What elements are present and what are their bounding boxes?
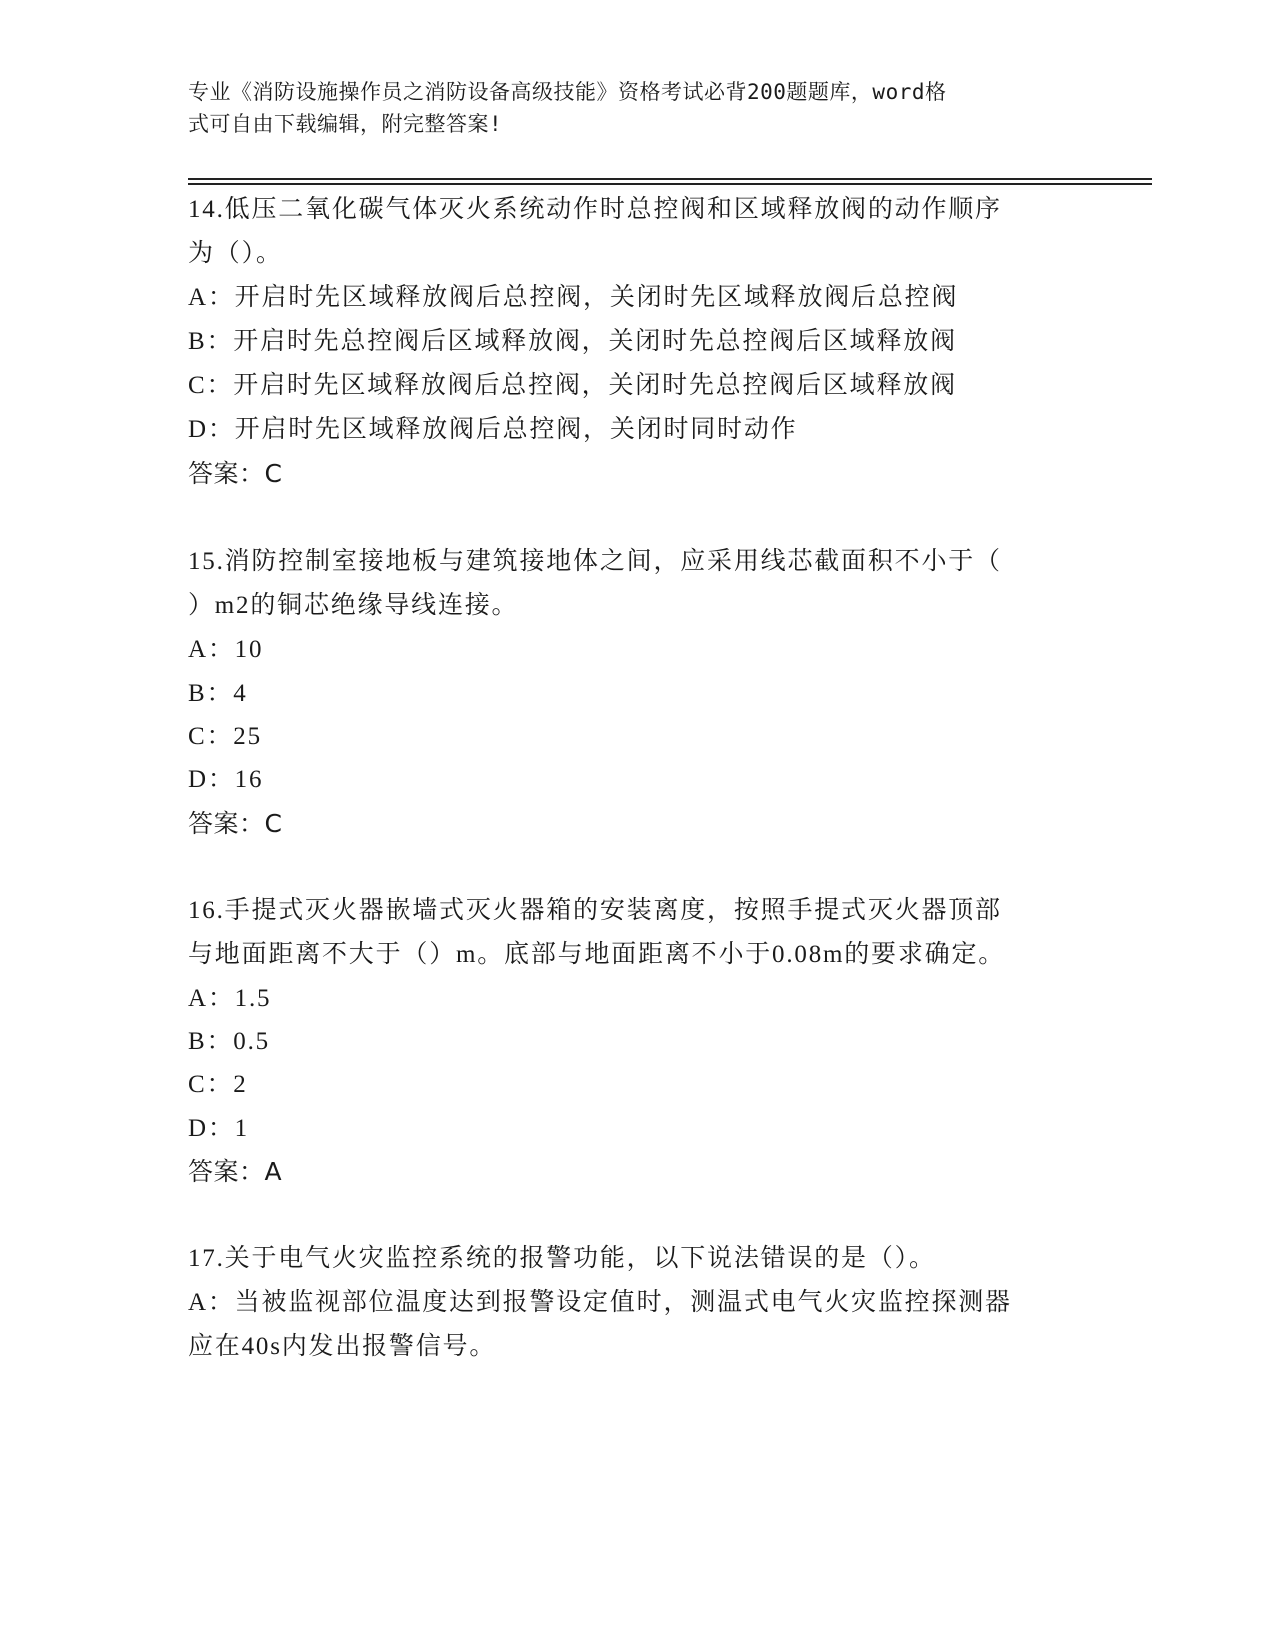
question-14-stem-line-2: 为（）。: [188, 240, 283, 267]
question-15-option-b: B：4: [188, 680, 248, 707]
header-line-2: 式可自由下载编辑，附完整答案!: [188, 112, 503, 136]
question-15-option-a: A：10: [188, 636, 264, 663]
header-divider-bottom: [188, 183, 1152, 185]
question-14-option-b: B：开启时先总控阀后区域释放阀，关闭时先总控阀后区域释放阀: [188, 328, 957, 355]
question-14-answer: 答案：C: [188, 459, 283, 488]
question-15-option-d: D：16: [188, 766, 264, 793]
header-line-1: 专业《消防设施操作员之消防设备高级技能》资格考试必背200题题库，word格: [188, 80, 947, 104]
question-17-option-a-line-1: A：当被监视部位温度达到报警设定值时，测温式电气火灾监控探测器: [188, 1289, 1012, 1316]
question-15-stem-line-1: 15.消防控制室接地板与建筑接地体之间，应采用线芯截面积不小于（: [188, 548, 1002, 575]
question-16-option-b: B：0.5: [188, 1028, 270, 1055]
question-15-option-c: C：25: [188, 723, 262, 750]
question-16-option-c: C：2: [188, 1071, 248, 1098]
question-15-answer: 答案：C: [188, 809, 283, 838]
question-16-answer: 答案：A: [188, 1157, 283, 1186]
question-16-option-d: D：1: [188, 1115, 249, 1142]
question-14-option-d: D：开启时先区域释放阀后总控阀，关闭时同时动作: [188, 416, 798, 443]
question-17-option-a-line-2: 应在40s内发出报警信号。: [188, 1333, 497, 1360]
document-header: [188, 76, 1088, 140]
question-16-option-a: A：1.5: [188, 985, 272, 1012]
question-15-stem-line-2: ）m2的铜芯绝缘导线连接。: [188, 592, 519, 619]
question-14-stem-line-1: 14.低压二氧化碳气体灭火系统动作时总控阀和区域释放阀的动作顺序: [188, 196, 1002, 223]
header-divider-top: [188, 178, 1152, 180]
question-17-stem-line-1: 17.关于电气火灾监控系统的报警功能，以下说法错误的是（）。: [188, 1245, 936, 1272]
question-16-stem-line-1: 16.手提式灭火器嵌墙式灭火器箱的安装离度，按照手提式灭火器顶部: [188, 897, 1002, 924]
question-16-stem-line-2: 与地面距离不大于（）m。底部与地面距离不小于0.08m的要求确定。: [188, 941, 1006, 968]
question-14-option-a: A：开启时先区域释放阀后总控阀，关闭时先区域释放阀后总控阀: [188, 284, 959, 311]
question-14-option-c: C：开启时先区域释放阀后总控阀，关闭时先总控阀后区域释放阀: [188, 372, 957, 399]
